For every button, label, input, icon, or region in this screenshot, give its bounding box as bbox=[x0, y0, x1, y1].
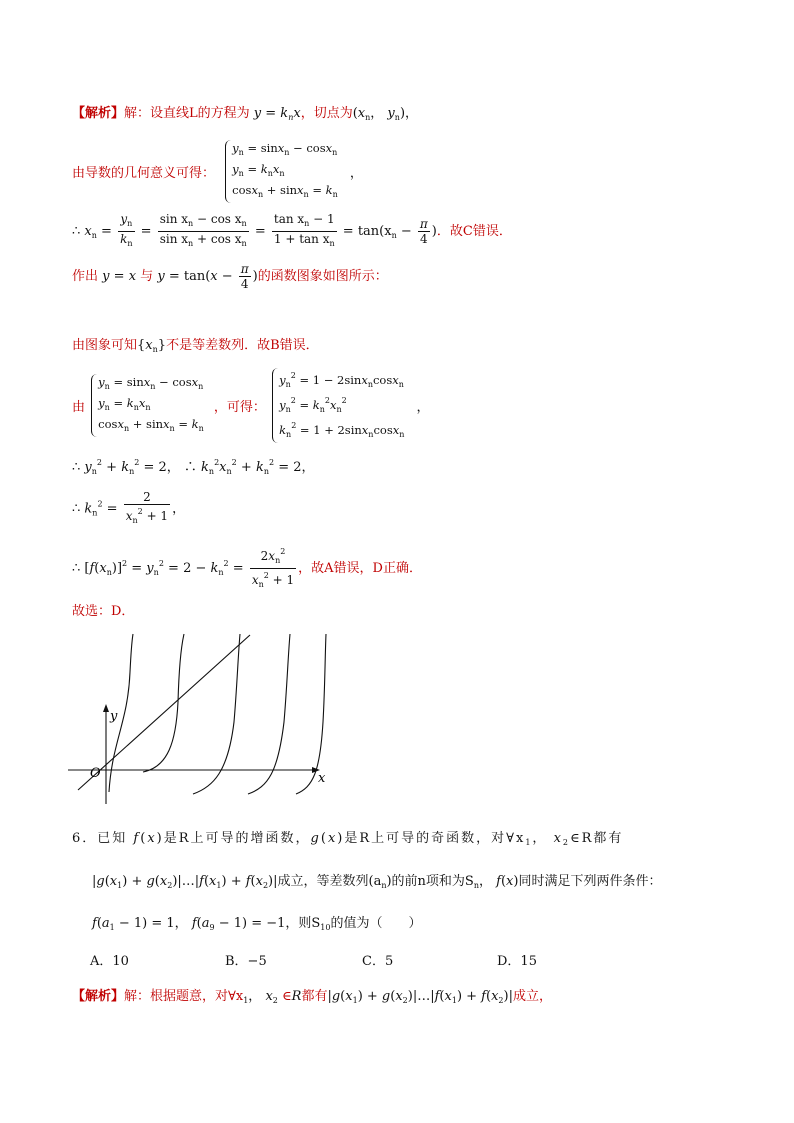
sys1-eq-3: $\cos x_n + \sin x_n = k_n$ bbox=[232, 183, 338, 199]
answer-line: 故选：D． bbox=[72, 604, 135, 619]
y-axis-arrow bbox=[103, 704, 109, 712]
option-c: C．5 bbox=[362, 954, 394, 969]
question-6-line-3: $f(a_1 - 1) = 1$， $f(a_9 - 1) = -1$，则$S_{10}$的值为（ ） bbox=[92, 916, 422, 932]
solution-line-1: 【解析】解：设直线L的方程为 $y = k_nx$，切点为($x_n$， $y_n$)， bbox=[72, 106, 419, 122]
q6-text-c: ∈R都有 bbox=[570, 831, 624, 846]
fraction-f2: $\frac{2x_n^2}{x_n^2 + 1}$ bbox=[251, 547, 295, 589]
x-label: x bbox=[318, 771, 326, 786]
q6-line2-c: 同时满足下列两件条件： bbox=[518, 874, 662, 889]
solution-line-8: ∴ $k_n^2$ = $\frac{2}{x_n^2 + 1}$ ， bbox=[72, 490, 185, 528]
fraction-pi4: $\frac{\pi}{4}$ bbox=[419, 217, 428, 246]
q6-text-a: 是R上可导的增函数， bbox=[163, 831, 311, 846]
q6-line3-a: ，则S bbox=[285, 916, 321, 931]
last-tail: 成立， bbox=[512, 989, 552, 1004]
fraction-yk: $\frac{y_n}{k_n}$ bbox=[120, 212, 133, 248]
solution-line-9: ∴ $[f(x_n)]^2 = y_n^2 = 2 - k_n^2$ = $\frac{2x_n^2}{x_n^2 + 1}$ ，故A错误，D正确． bbox=[72, 545, 422, 592]
analysis-tag: 【解析】 bbox=[72, 106, 125, 121]
equation-system-2: $y_n = \sin x_n - \cos x_n$ $y_n = k_nx_n$ $\cos x_n + \sin x_n = k_n$ bbox=[91, 374, 204, 437]
fraction-tan: $\frac{\tan x_n - 1}{1 + \tan x_n}$ bbox=[273, 212, 335, 248]
line6-mid: ，可得： bbox=[213, 400, 266, 415]
solution-line-2: 由导数的几何意义可得： $y_n = \sin x_n - \cos x_n$ $y_n = k_nx_n$ $\cos x_n + \sin x_n = k_n$ ， bbox=[72, 140, 363, 203]
option-a: A．10 bbox=[90, 954, 129, 969]
sys1-eq-1: $y_n = \sin x_n - \cos x_n$ bbox=[232, 141, 338, 157]
fraction-sincos: $\frac{\sin x_n - \cos x_n}{\sin x_n + \cos x_n}$ bbox=[159, 212, 247, 248]
fraction-pi4-b: $\frac{\pi}{4}$ bbox=[240, 262, 249, 291]
line1-tail: ，切点为 bbox=[300, 106, 353, 121]
solution-line-5: 由图象可知$\{x_n\}$不是等差数列．故B错误． bbox=[72, 338, 319, 354]
question-6-line-1: 6．已知 f(x)是R上可导的增函数，g(x)是R上可导的奇函数，对$\forall x_1$， $x_2\in R$都有 bbox=[72, 831, 624, 847]
solution-last-line: 【解析】解：根据题意，对$\forall x_1$， $x_2$ ∈R都有$|g(x_1)$ + $g(x_2)|\dots|f(x_1) + f(x_2)|$成立， bbox=[72, 989, 552, 1005]
q6-line2-a: 成立，等差数列(a bbox=[277, 874, 382, 889]
option-b: B．−5 bbox=[225, 954, 267, 969]
equation-system-3: $y_n^2 = 1 - 2\sin x_n\cos x_n$ $y_n^2 = k_n^2x_n^2$ $k_n^2 = 1 + 2\sin x_n\cos x_n$ bbox=[272, 368, 404, 443]
solution-line-7: ∴ $y_n^2 + k_n^2 = 2$， ∴ $k_n^2x_n^2 + k_n^2 = 2$， bbox=[72, 458, 315, 476]
line3-tail: ．故C错误． bbox=[436, 224, 512, 239]
line-y-equals-x bbox=[78, 635, 250, 790]
sys1-eq-2: $y_n = k_nx_n$ bbox=[232, 162, 285, 178]
equation-system-1 bbox=[225, 140, 338, 203]
line4-text: 作出 bbox=[72, 269, 99, 284]
last-prefix: 解：根据题意，对∀x bbox=[124, 989, 244, 1004]
y-label: y bbox=[110, 709, 118, 724]
line1-text: 解：设直线L的方程为 bbox=[124, 106, 250, 121]
therefore-sign: ∴ bbox=[72, 224, 81, 239]
q6-line3-b: 的值为（ ） bbox=[330, 916, 422, 931]
line4-mid: 的函数图象如图所示： bbox=[257, 269, 388, 284]
line1-eq: $y = k_nx$ bbox=[253, 106, 301, 122]
solution-line-4: 作出 y = x 与 y = tan(x − $\frac{\pi}{4}$ )的函数图象如图所示： bbox=[72, 262, 388, 291]
tan-branch-2 bbox=[143, 634, 184, 772]
line2-prefix: 由导数的几何意义可得： bbox=[72, 166, 216, 181]
origin-label: O bbox=[90, 766, 101, 781]
line9-tail: ，故A错误，D正确． bbox=[298, 561, 422, 576]
line5-text: 由图象可知 bbox=[72, 338, 138, 353]
solution-line-3: ∴ $x_n$ = $\frac{y_n}{k_n}$ = $\frac{\sin x_n - \cos x_n}{\sin x_n + \cos x_n}$ = $\frac{\tan x_n - 1}{1 + \tan x_n}$ = $\tan(x_n$ − $\frac{\pi}{4}$ )．故C错误． bbox=[72, 212, 512, 251]
line6-prefix: 由 bbox=[72, 400, 86, 415]
question-6-line-2: $|g(x_1)$ + $g(x_2)|\dots|f(x_1) + f(x_2)|$成立，等差数列$(a_n)$的前n项和为$S_n$， f(x)同时满足下列两件条件： bbox=[92, 874, 662, 890]
q6-text-b: 是R上可导的奇函数，对∀x bbox=[344, 831, 526, 846]
fraction-k2: $\frac{2}{x_n^2 + 1}$ bbox=[125, 490, 169, 525]
function-graph bbox=[68, 632, 348, 807]
q6-number: 6．已知 bbox=[72, 831, 128, 846]
analysis-tag-2: 【解析】 bbox=[72, 989, 125, 1004]
option-d: D．15 bbox=[497, 954, 537, 969]
solution-line-6: 由 $y_n = \sin x_n - \cos x_n$ $y_n = k_nx_n$ $\cos x_n + \sin x_n = k_n$ ，可得： $y_n^2 = 1 - 2\sin x_n\cos x_n$ $y_n^2 = k_n^2x_n^2$ $k_n^2 = 1 + 2\sin x_n\cos x_n$ ， bbox=[72, 368, 430, 443]
q6-line2-b: )的前n项和为S bbox=[386, 874, 474, 889]
line5-tail: 不是等差数列．故B错误． bbox=[166, 338, 319, 353]
